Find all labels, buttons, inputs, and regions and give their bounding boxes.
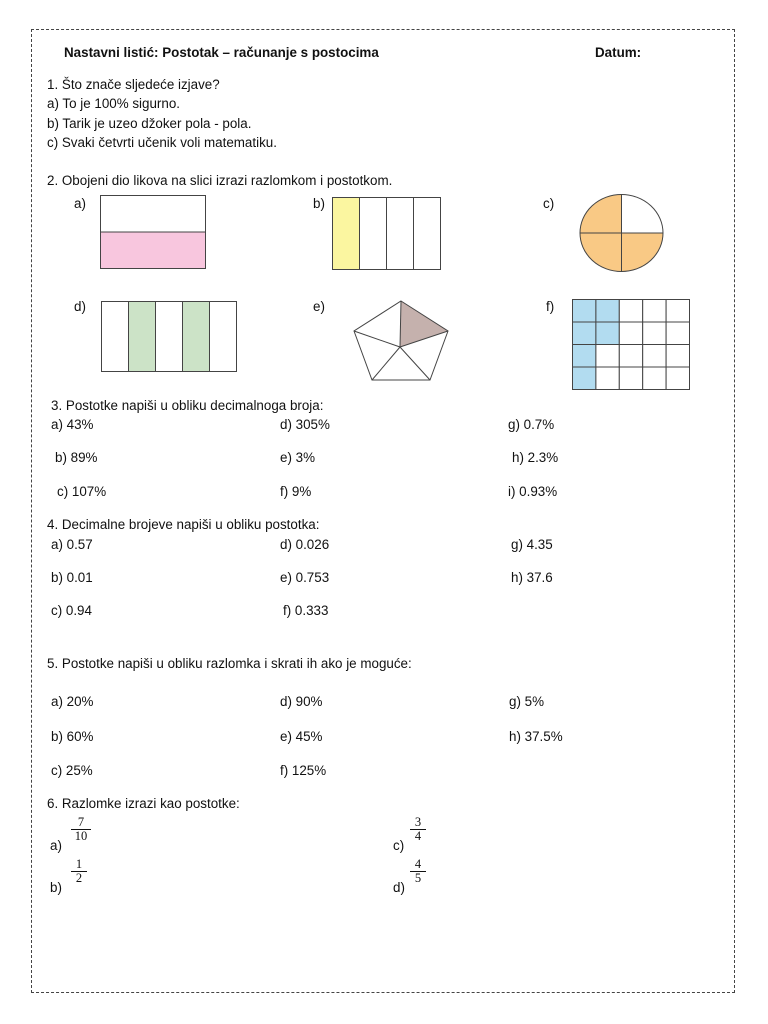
- q1-item-c: c) Svaki četvrti učenik voli matematiku.: [47, 135, 277, 150]
- figure-f-cell: [643, 367, 666, 390]
- q5-item: e) 45%: [280, 729, 323, 744]
- fraction-numerator: 4: [414, 857, 422, 871]
- figure-f-cell: [643, 322, 666, 345]
- figure-d-shaded-part: [183, 302, 210, 372]
- q5-item: g) 5%: [509, 694, 544, 709]
- q3-item: e) 3%: [280, 450, 315, 465]
- q1-item-b: b) Tarik je uzeo džoker pola - pola.: [47, 116, 252, 131]
- q3-item: d) 305%: [280, 417, 330, 432]
- q5-item: d) 90%: [280, 694, 323, 709]
- q6-prompt: 6. Razlomke izrazi kao postotke:: [47, 796, 240, 811]
- fraction-denominator: 2: [75, 871, 83, 885]
- q3-item: c) 107%: [57, 484, 107, 499]
- q3-item: f) 9%: [280, 484, 312, 499]
- q4-item: e) 0.753: [280, 570, 330, 585]
- q6-item-label: a): [50, 838, 62, 853]
- figure-f-grid: [572, 299, 692, 391]
- q5-item: h) 37.5%: [509, 729, 563, 744]
- figure-f-cell: [596, 367, 619, 390]
- fraction-denominator: 5: [414, 871, 422, 885]
- q6-fraction: [410, 816, 426, 843]
- q4-item: d) 0.026: [280, 537, 330, 552]
- figure-f-cell: [619, 322, 642, 345]
- q4-item: a) 0.57: [51, 537, 93, 552]
- q4-item: f) 0.333: [283, 603, 329, 618]
- q3-item: h) 2.3%: [512, 450, 559, 465]
- q1-prompt: 1. Što znače sljedeće izjave?: [47, 77, 220, 92]
- q2-label-a: a): [74, 196, 86, 211]
- q3-item: g) 0.7%: [508, 417, 555, 432]
- q6-fraction: [410, 858, 426, 885]
- fraction-denominator: 4: [414, 829, 422, 843]
- q2-label-c: c): [543, 196, 555, 211]
- fraction-numerator: 7: [77, 815, 85, 829]
- q3-item: a) 43%: [51, 417, 94, 432]
- fraction-denominator: 10: [74, 829, 88, 843]
- q2-label-f: f): [546, 299, 555, 314]
- figure-f-cell: [596, 345, 619, 368]
- q4-item: g) 4.35: [511, 537, 553, 552]
- q3-item: i) 0.93%: [508, 484, 558, 499]
- figure-f-shaded-cell: [573, 300, 596, 323]
- q3-item: b) 89%: [55, 450, 98, 465]
- q2-label-b: b): [313, 196, 325, 211]
- figure-d-strips: [101, 301, 239, 373]
- date-label: Datum:: [595, 45, 642, 60]
- q6-fraction: [71, 858, 87, 885]
- q5-item: b) 60%: [51, 729, 94, 744]
- figure-a-rectangle: [100, 195, 208, 271]
- q3-prompt: 3. Postotke napiši u obliku decimalnoga broja:: [51, 398, 324, 413]
- fraction-numerator: 1: [75, 857, 83, 871]
- q6-item-label: d): [393, 880, 405, 895]
- figure-f-cell: [666, 345, 689, 368]
- figure-c-circle: [579, 193, 665, 273]
- q4-prompt: 4. Decimalne brojeve napiši u obliku postotka:: [47, 517, 320, 532]
- q2-label-e: e): [313, 299, 325, 314]
- q2-prompt: 2. Obojeni dio likova na slici izrazi razlomkom i postotkom.: [47, 173, 393, 188]
- q6-fraction: [71, 816, 91, 843]
- figure-f-cell: [643, 300, 666, 323]
- figure-f-cell: [619, 345, 642, 368]
- figure-f-cell: [643, 345, 666, 368]
- q4-item: c) 0.94: [51, 603, 92, 618]
- figure-f-shaded-cell: [573, 367, 596, 390]
- figure-b-strips: [332, 197, 442, 271]
- q6-item-label: b): [50, 880, 62, 895]
- worksheet-title: Nastavni listić: Postotak – računanje s postocima: [64, 45, 379, 60]
- figure-b-shaded-part: [333, 198, 360, 270]
- figure-c-shaded-quarter: [580, 195, 622, 234]
- q5-item: a) 20%: [51, 694, 94, 709]
- figure-c-shaded-quarter: [580, 233, 622, 272]
- q4-item: h) 37.6: [511, 570, 553, 585]
- figure-e-shaded-part: [400, 301, 448, 347]
- q6-item-label: c): [393, 838, 405, 853]
- figure-f-shaded-cell: [573, 322, 596, 345]
- figure-c-shaded-quarter: [622, 233, 664, 272]
- figure-f-shaded-cell: [596, 322, 619, 345]
- figure-f-shaded-cell: [573, 345, 596, 368]
- q4-item: b) 0.01: [51, 570, 93, 585]
- fraction-numerator: 3: [414, 815, 422, 829]
- figure-d-shaded-part: [129, 302, 156, 372]
- q5-prompt: 5. Postotke napiši u obliku razlomka i skrati ih ako je moguće:: [47, 656, 412, 671]
- figure-a-shaded-part: [101, 232, 206, 269]
- q1-item-a: a) To je 100% sigurno.: [47, 96, 180, 111]
- figure-f-cell: [666, 322, 689, 345]
- q5-item: c) 25%: [51, 763, 93, 778]
- figure-f-cell: [619, 300, 642, 323]
- figure-f-cell: [619, 367, 642, 390]
- q2-label-d: d): [74, 299, 86, 314]
- figure-f-cell: [666, 367, 689, 390]
- figure-f-cell: [666, 300, 689, 323]
- figure-e-pentagon: [352, 298, 452, 384]
- q5-item: f) 125%: [280, 763, 327, 778]
- figure-f-shaded-cell: [596, 300, 619, 323]
